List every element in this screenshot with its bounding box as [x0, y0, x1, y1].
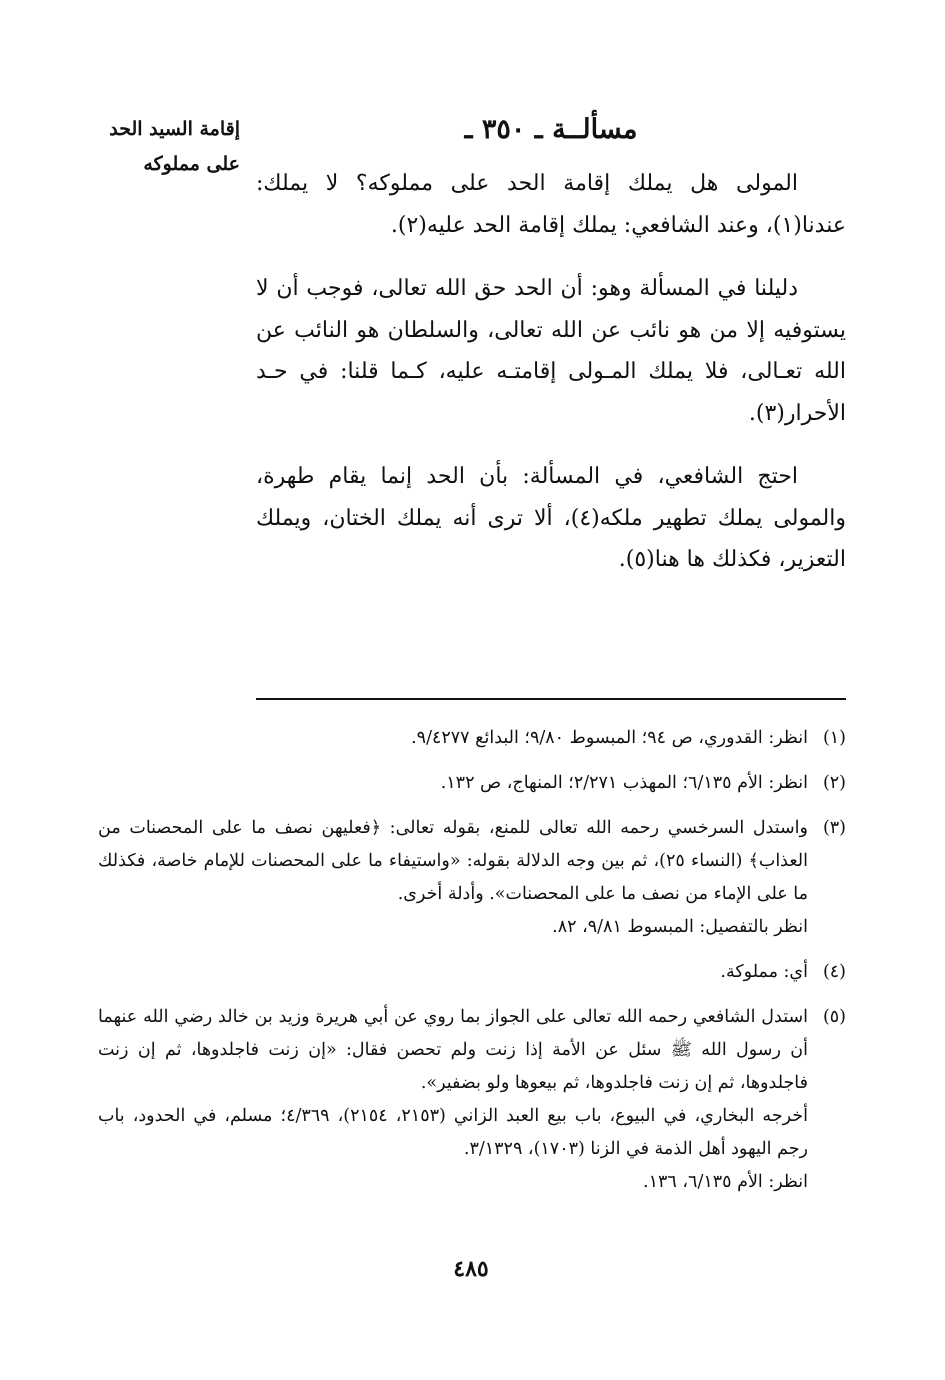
footnote-number: (٥) [822, 1007, 846, 1027]
footnote-reference: أخرجه البخاري، في البيوع، باب بيع العبد الزاني (٢١٥٣، ٢١٥٤)، ٤/٣٦٩؛ مسلم، في الحدود، باب رجم اليهود أهل الذمة في الزنا (١٧٠٣)، ٣/١٣٢٩. [98, 1106, 808, 1159]
paragraph-2: دليلنا في المسألة وهو: أن الحد حق الله تعالى، فوجب أن لا يستوفيه إلا من هو نائب عن الله تعالى، والسلطان هو النائب عن الله تعـالى، فلا يملك المـولى إقامتـه عليه، كـما قلنا: في حـد الأحرار(٣). [256, 276, 846, 426]
footnote-reference: انظر بالتفصيل: المبسوط ٩/٨١، ٨٢. [552, 917, 808, 937]
paragraph-3: احتج الشافعي، في المسألة: بأن الحد إنما يقام طهرة، والمولى يملك تطهير ملكه(٤)، ألا ترى أنه يملك الختان، ويملك التعزير، فكذلك ها هنا(٥). [256, 464, 846, 572]
main-text [256, 163, 846, 603]
issue-heading: مسألــة ـ ٣٥٠ ـ [464, 114, 638, 145]
margin-note-line-2: على مملوكه [143, 153, 240, 175]
footnote-text: استدل الشافعي رحمه الله تعالى على الجواز بما روي عن أبي هريرة وزيد بن خالد رضي الله عنهما أن رسول الله ﷺ سئل عن الأمة إذا زنت ولم تحصن فقال: «إن زنت فاجلدوها، ثم إن زنت فاجلدوها، ثم إن زنت فاجلدوها، ثم بيعوها ولو بضفير». [98, 1007, 809, 1093]
footnote-5 [98, 1001, 846, 1199]
footnote-2 [98, 767, 846, 800]
footnote-text: واستدل السرخسي رحمه الله تعالى للمنع، بقوله تعالى: ﴿فعليهن نصف ما على المحصنات من العذاب﴾ (النساء ٢٥)، ثم بين وجه الدلالة بقوله: «واستيفاء ما على المحصنات للإمام خاصة، فكذلك ما على الإماء من نصف ما على المحصنات». وأدلة أخرى. [98, 818, 809, 904]
footnote-number: (١) [822, 728, 846, 748]
paragraph-1: المولى هل يملك إقامة الحد على مملوكه؟ لا يملك: عندنا(١)، وعند الشافعي: يملك إقامة الحد عليه(٢). [256, 171, 846, 238]
footnotes [98, 722, 846, 1211]
footnote-reference: انظر: الأم ٦/١٣٥، ١٣٦. [643, 1172, 808, 1192]
footnote-number: (٢) [822, 773, 846, 793]
margin-note [95, 112, 240, 182]
footnote-1 [98, 722, 846, 755]
footnote-number: (٤) [822, 962, 846, 982]
margin-note-line-1: إقامة السيد الحد [109, 118, 240, 140]
footnote-3 [98, 812, 846, 944]
footnote-text: انظر: الأم ٦/١٣٥؛ المهذب ٢/٢٧١؛ المنهاج، ص ١٣٢. [440, 773, 808, 793]
footnote-4 [98, 956, 846, 989]
footnote-separator [256, 698, 846, 700]
footnote-text: انظر: القدوري، ص ٩٤؛ المبسوط ٩/٨٠؛ البدائع ٩/٤٢٧٧. [411, 728, 808, 748]
page-number: ٤٨٥ [453, 1256, 489, 1282]
footnote-text: أي: مملوكة. [720, 962, 808, 982]
footnote-number: (٣) [822, 818, 846, 838]
